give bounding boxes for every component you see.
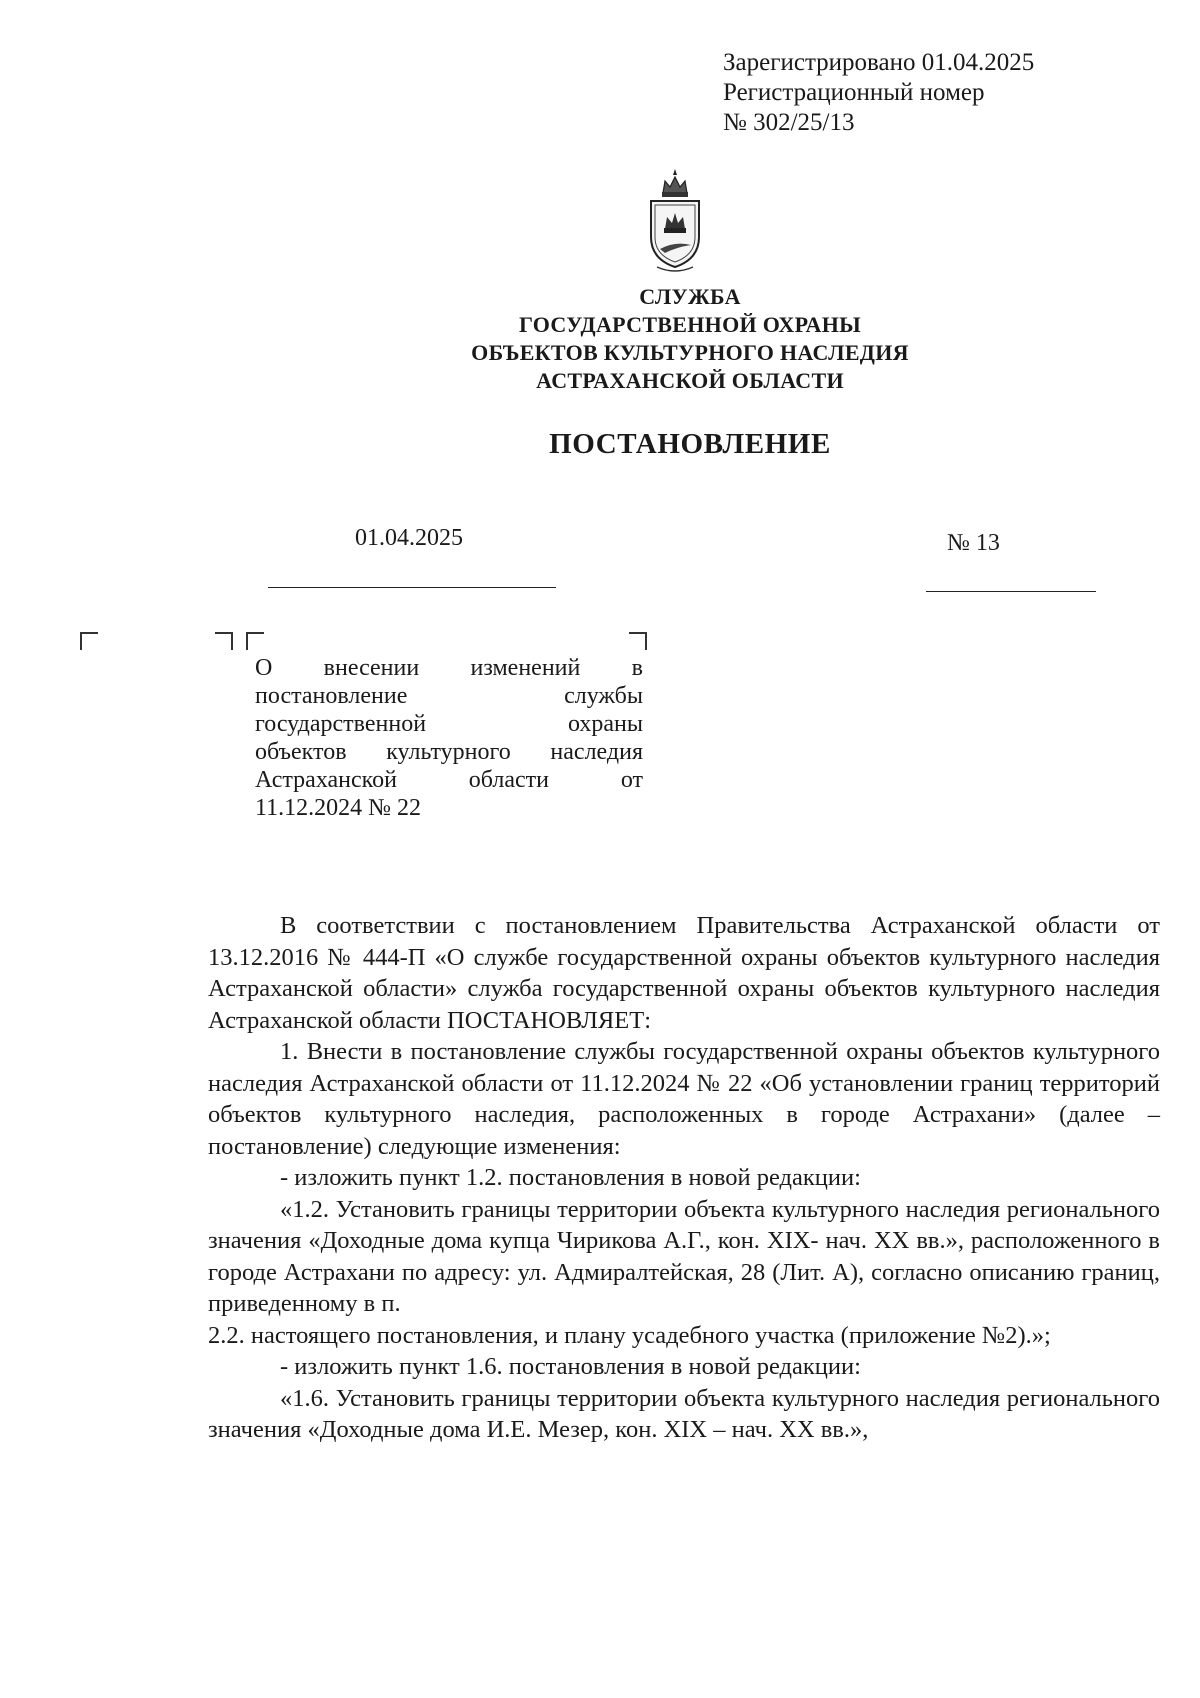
subject-line: О внесении изменений в	[255, 655, 643, 681]
agency-line-4: АСТРАХАНСКОЙ ОБЛАСТИ	[536, 368, 844, 393]
document-subject	[255, 654, 643, 822]
subject-line: объектов культурного наследия	[255, 739, 643, 765]
registration-stamp	[723, 48, 1034, 138]
document-number: № 13	[947, 530, 1000, 556]
body-paragraph: «1.2. Установить границы территории объекта культурного наследия регионального значения «Доходные дома купца Чирикова А.Г., кон. XIX- нач. XX вв.», расположенного в городе Астрахани по адресу: ул. Адмиралтейская, 28 (Лит. А), согласно описанию границ, приведенному в п.	[208, 1195, 1160, 1317]
corner-bracket-left	[80, 632, 98, 650]
body-paragraph: 2.2. настоящего постановления, и плану усадебного участка (приложение №2).»;	[208, 1321, 1051, 1349]
agency-line-3: ОБЪЕКТОВ КУЛЬТУРНОГО НАСЛЕДИЯ	[471, 340, 909, 365]
registration-number-label: Регистрационный номер	[723, 79, 985, 106]
document-type-title: ПОСТАНОВЛЕНИЕ	[549, 428, 831, 460]
body-paragraph: - изложить пункт 1.6. постановления в новой редакции:	[280, 1353, 861, 1380]
document-body	[208, 910, 1160, 1446]
registration-number: № 302/25/13	[723, 109, 855, 136]
agency-line-1: СЛУЖБА	[639, 284, 741, 309]
body-paragraph: В соответствии с постановлением Правительства Астраханской области от 13.12.2016 № 444-П «О службе государственной охраны объектов культурного наследия Астраханской области» служба государственной охраны объектов культурного наследия Астраханской области ПОСТАНОВЛЯЕТ:	[208, 912, 1160, 1034]
body-paragraph: «1.6. Установить границы территории объекта культурного наследия регионального значения «Доходные дома И.Е. Мезер, кон. XIX – нач. XX вв.»,	[208, 1384, 1160, 1443]
subject-line: 11.12.2024 № 22	[255, 795, 422, 821]
date-underline	[268, 587, 556, 588]
subject-line: Астраханской области от	[255, 767, 643, 793]
astrakhan-coat-of-arms-icon	[645, 167, 705, 275]
subject-line: постановление службы	[255, 683, 643, 709]
agency-line-2: ГОСУДАРСТВЕННОЙ ОХРАНЫ	[518, 312, 862, 337]
number-underline	[926, 591, 1096, 592]
subject-line: государственной охраны	[255, 711, 643, 737]
subject-bracket-left	[246, 632, 264, 650]
body-paragraph: 1. Внести в постановление службы государственной охраны объектов культурного наследия Астраханской области от 11.12.2024 № 22 «Об установлении границ территорий объектов культурного наследия, расположенных в городе Астрахани» (далее – постановление) следующие изменения:	[208, 1038, 1160, 1160]
corner-bracket-right	[215, 632, 233, 650]
registration-date: Зарегистрировано 01.04.2025	[723, 49, 1035, 76]
body-paragraph: - изложить пункт 1.2. постановления в новой редакции:	[280, 1164, 861, 1191]
agency-name	[400, 283, 980, 395]
document-date: 01.04.2025	[355, 525, 463, 551]
subject-bracket-right	[629, 632, 647, 650]
